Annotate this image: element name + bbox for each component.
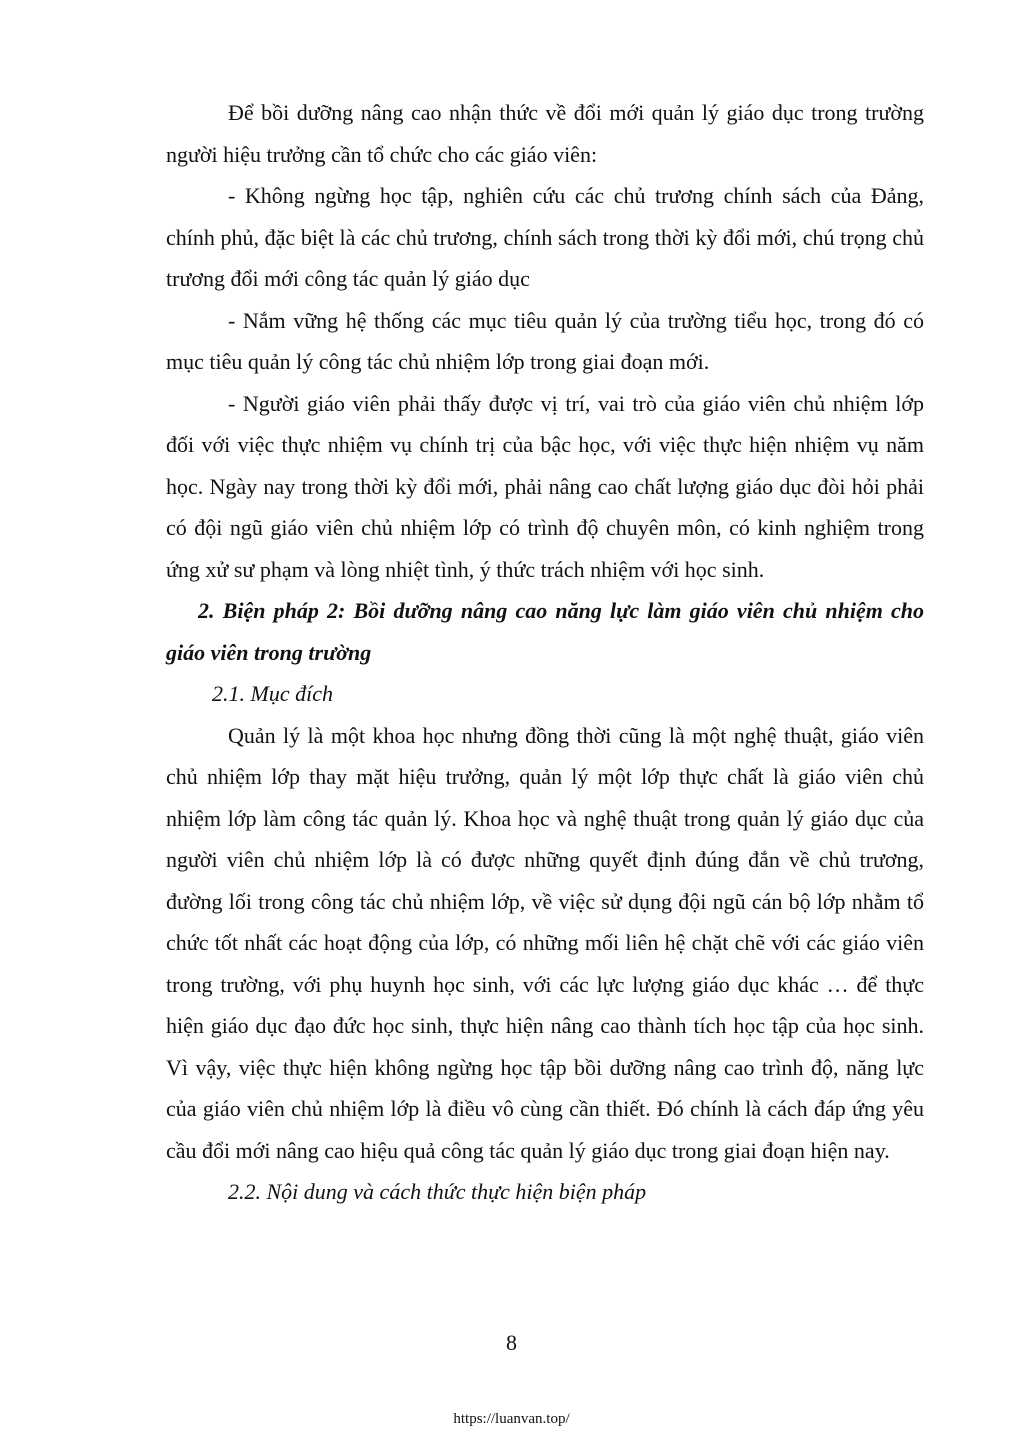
section-heading: 2. Biện pháp 2: Bồi dưỡng nâng cao năng lực làm giáo viên chủ nhiệm cho giáo viên trong trường [166, 598, 924, 665]
page-number: 8 [506, 1330, 517, 1355]
paragraph-bullet-2: - Nắm vững hệ thống các mục tiêu quản lý của trường tiểu học, trong đó có mục tiêu quản lý công tác chủ nhiệm lớp trong giai đoạn mới. [166, 307, 924, 374]
footer-url[interactable]: https://luanvan.top/ [453, 1411, 570, 1427]
paragraph-purpose: Quản lý là một khoa học nhưng đồng thời cũng là một nghệ thuật, giáo viên chủ nhiệm lớp thay mặt hiệu trưởng, quản lý một lớp thực chất là giáo viên chủ nhiệm lớp làm công tác quản lý. Khoa học và nghệ thuật trong quản lý giáo dục của người viên chủ nhiệm lớp là có được những quyết định đúng đắn về chủ trương, đường lối trong công tác chủ nhiệm lớp, về việc sử dụng đội ngũ cán bộ lớp nhằm tổ chức tốt nhất các hoạt động của lớp, có những mối liên hệ chặt chẽ với các giáo viên trong trường, với phụ huynh học sinh, với các lực lượng giáo dục khác … để thực hiện giáo dục đạo đức học sinh, thực hiện nâng cao thành tích học tập của học sinh. Vì vậy, việc thực hiện không ngừng học tập bồi dưỡng nâng cao trình độ, năng lực của giáo viên chủ nhiệm lớp là điều vô cùng cần thiết. Đó chính là cách đáp ứng yêu cầu đổi mới nâng cao hiệu quả công tác quản lý giáo dục trong giai đoạn hiện nay. [166, 722, 924, 1163]
paragraph-bullet-3: - Người giáo viên phải thấy được vị trí, vai trò của giáo viên chủ nhiệm lớp đối với việc thực nhiệm vụ chính trị của bậc học, với việc thực hiện nhiệm vụ năm học. Ngày nay trong thời kỳ đổi mới, phải nâng cao chất lượng giáo dục đòi hỏi phải có đội ngũ giáo viên chủ nhiệm lớp có trình độ chuyên môn, có kinh nghiệm trong ứng xử sư phạm và lòng nhiệt tình, ý thức trách nhiệm với học sinh. [166, 390, 924, 582]
paragraph-intro: Để bồi dưỡng nâng cao nhận thức về đổi mới quản lý giáo dục trong trường người hiệu trưởng cần tổ chức cho các giáo viên: [166, 100, 924, 167]
subsection-heading-purpose: 2.1. Mục đích [212, 681, 333, 706]
subsection-heading-content: 2.2. Nội dung và cách thức thực hiện biện pháp [228, 1179, 647, 1204]
document-body [166, 92, 924, 1213]
paragraph-bullet-1: - Không ngừng học tập, nghiên cứu các chủ trương chính sách của Đảng, chính phủ, đặc biệt là các chủ trương, chính sách trong thời kỳ đổi mới, chú trọng chủ trương đổi mới công tác quản lý giáo dục [166, 183, 924, 291]
